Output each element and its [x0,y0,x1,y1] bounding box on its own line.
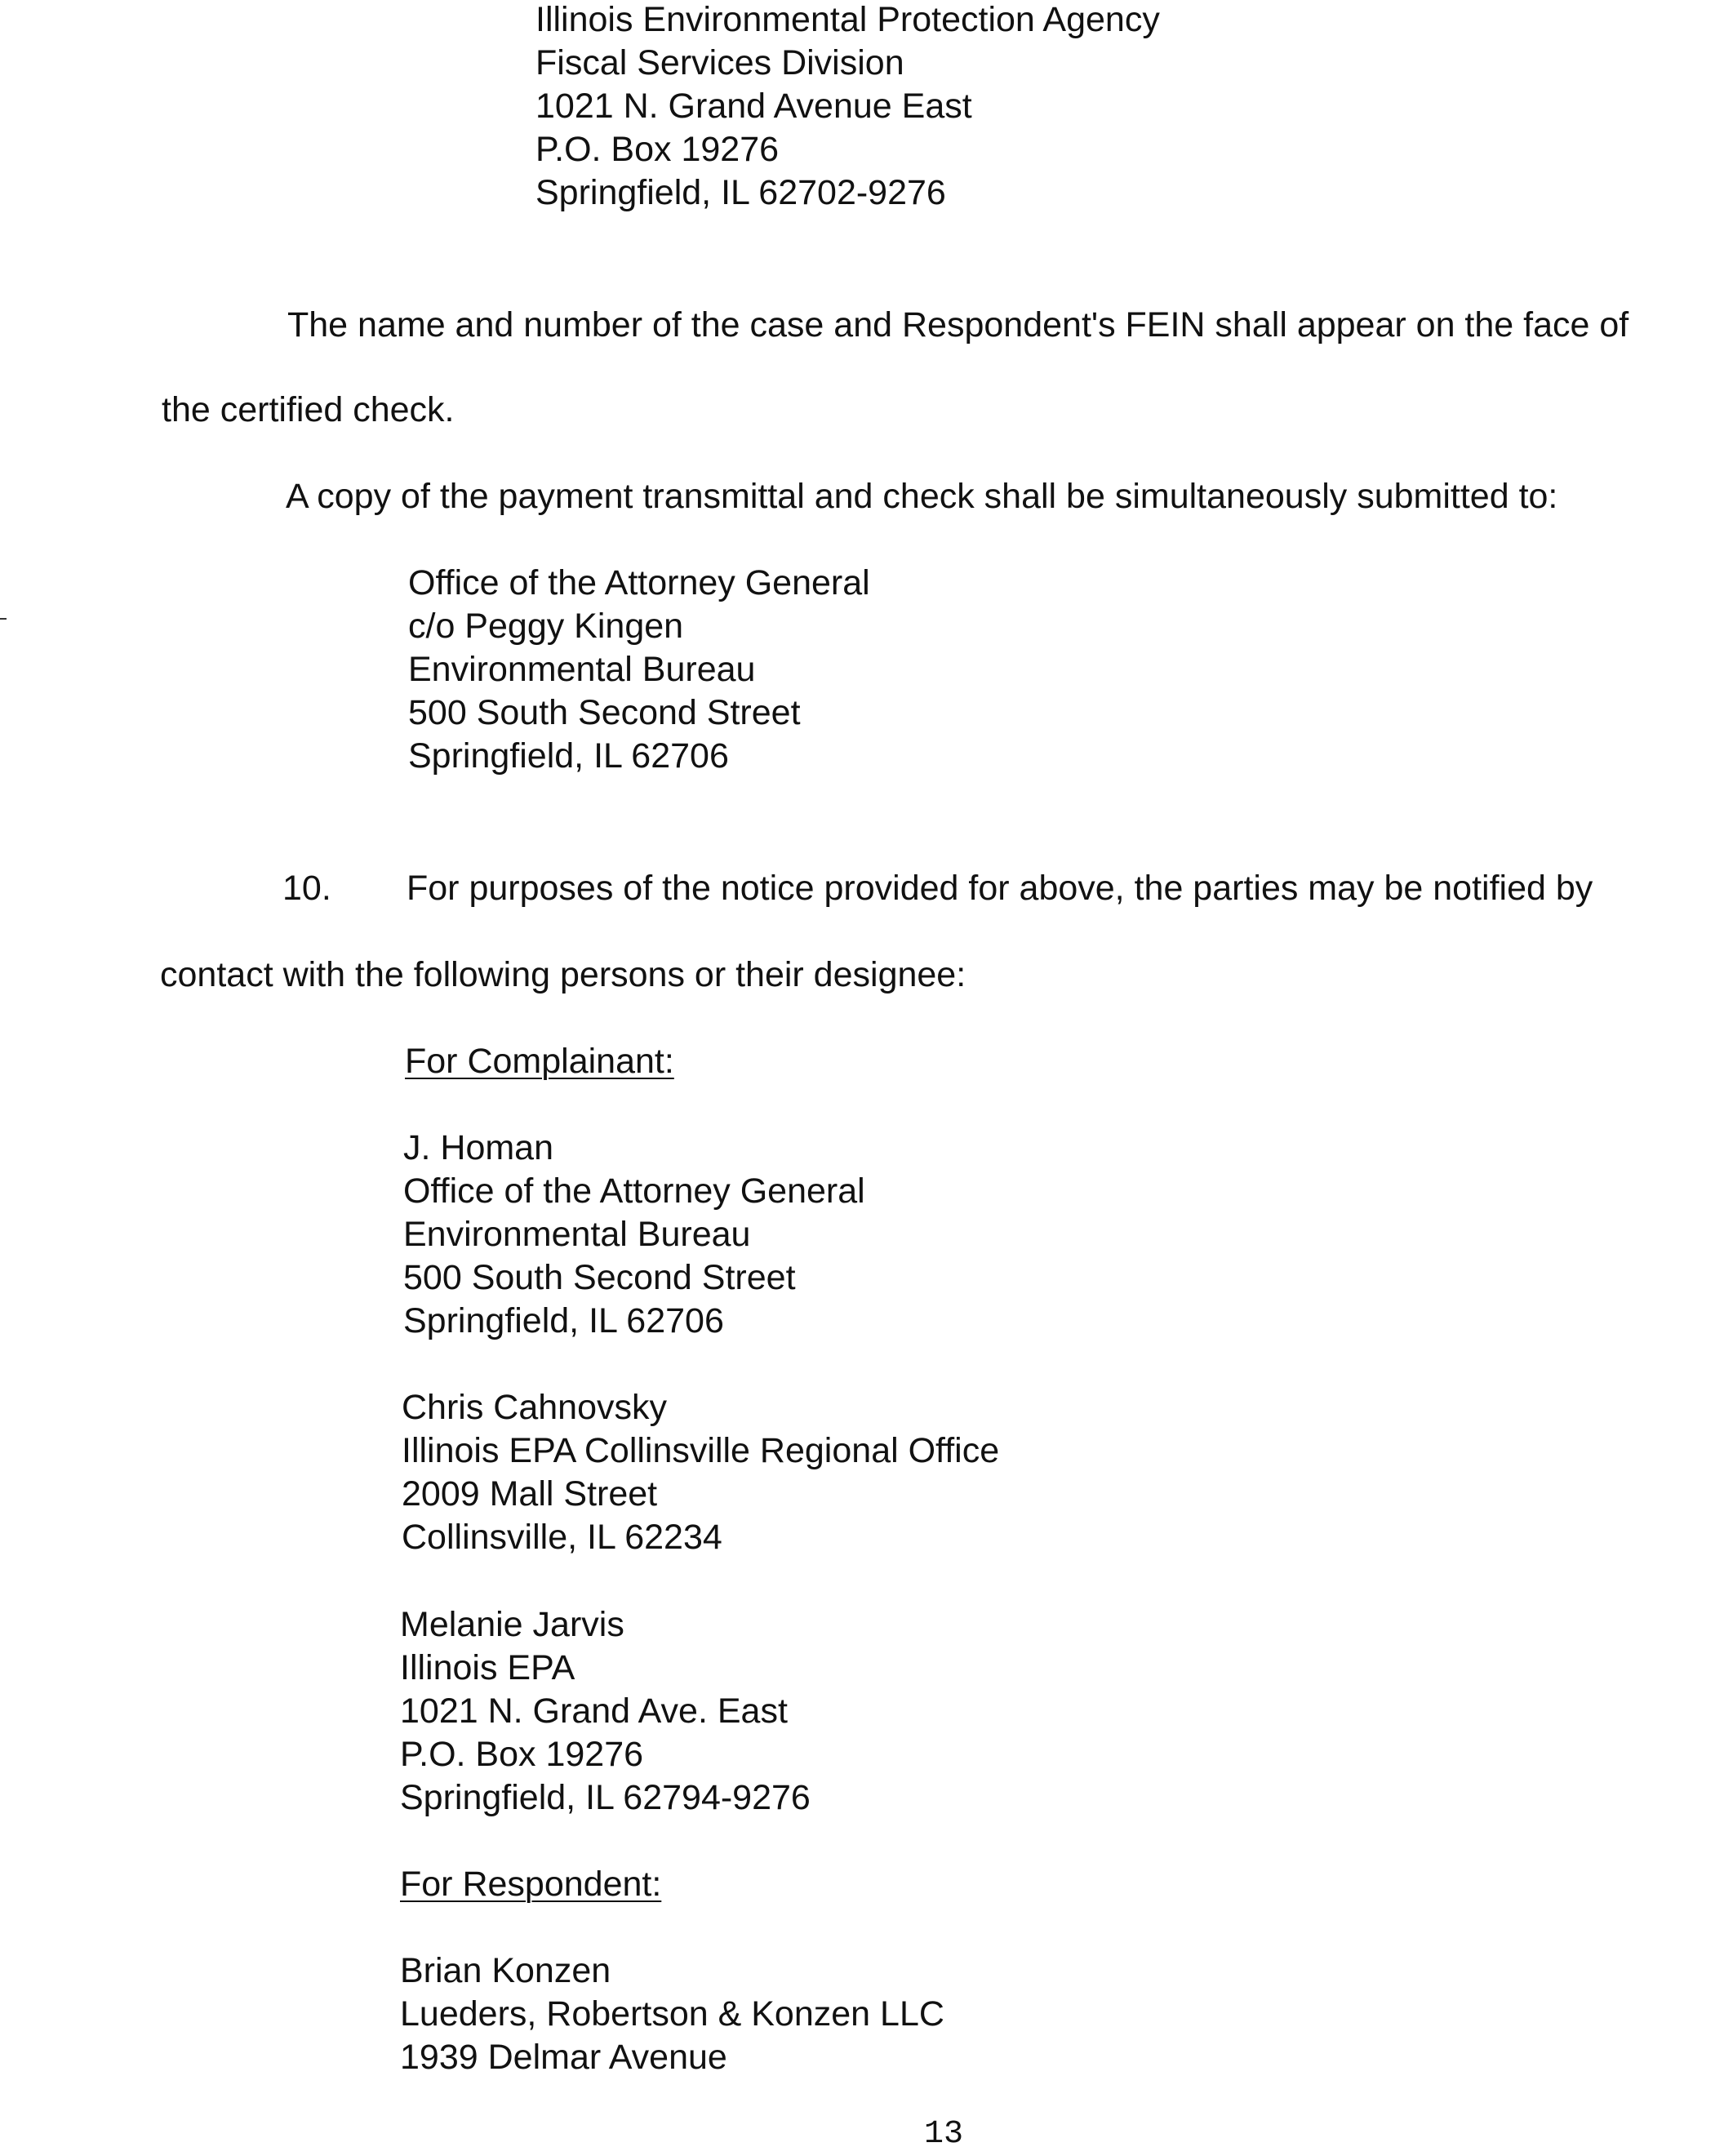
respondent-heading: For Respondent: [400,1865,662,1904]
address-line: c/o Peggy Kingen [408,607,684,646]
page-number: 13 [924,2116,964,2153]
contact-line: 2009 Mall Street [402,1474,658,1514]
address-line: P.O. Box 19276 [535,130,780,169]
section-number: 10. [282,869,331,908]
address-line: Springfield, IL 62706 [408,736,729,776]
iepa-fiscal-address [535,0,1160,215]
contact-line: Illinois EPA Collinsville Regional Office [402,1431,1000,1470]
case-name-paragraph-line-1: The name and number of the case and Respondent's FEIN shall appear on the face of [287,305,1629,345]
contact-line: P.O. Box 19276 [400,1735,644,1774]
contact-line: Springfield, IL 62794-9276 [400,1778,811,1817]
contact-line: Springfield, IL 62706 [403,1301,724,1340]
address-line: Illinois Environmental Protection Agency [535,0,1160,39]
address-line: Springfield, IL 62702-9276 [535,173,946,212]
contact-line: Brian Konzen [400,1951,611,1990]
contact-line: Collinsville, IL 62234 [402,1518,722,1557]
address-line: 1021 N. Grand Avenue East [535,87,972,126]
contact-line: Chris Cahnovsky [402,1388,667,1427]
contact-line: Illinois EPA [400,1648,575,1687]
scan-margin-mark [0,618,7,620]
contact-konzen [400,1949,944,2079]
address-line: 500 South Second Street [408,693,801,732]
attorney-general-address [408,562,870,778]
contact-line: Environmental Bureau [403,1215,751,1254]
address-line: Fiscal Services Division [535,43,904,82]
contact-line: 1021 N. Grand Ave. East [400,1691,788,1731]
contact-cahnovsky [402,1386,999,1559]
case-name-paragraph-line-2: the certified check. [162,390,455,429]
address-line: Environmental Bureau [408,650,756,689]
section-10-line-1: For purposes of the notice provided for above, the parties may be notified by [407,869,1593,908]
contact-line: Office of the Attorney General [403,1171,865,1211]
address-line: Office of the Attorney General [408,563,870,602]
contact-line: 1939 Delmar Avenue [400,2038,727,2077]
contact-line: J. Homan [403,1128,554,1167]
contact-line: Melanie Jarvis [400,1605,624,1644]
contact-jarvis [400,1603,811,1820]
contact-line: 500 South Second Street [403,1258,796,1297]
contact-line: Lueders, Robertson & Konzen LLC [400,1994,944,2034]
contact-homan [403,1127,865,1343]
section-10-line-2: contact with the following persons or their designee: [160,955,966,994]
complainant-heading: For Complainant: [405,1042,674,1081]
copy-paragraph: A copy of the payment transmittal and check shall be simultaneously submitted to: [286,477,1558,516]
